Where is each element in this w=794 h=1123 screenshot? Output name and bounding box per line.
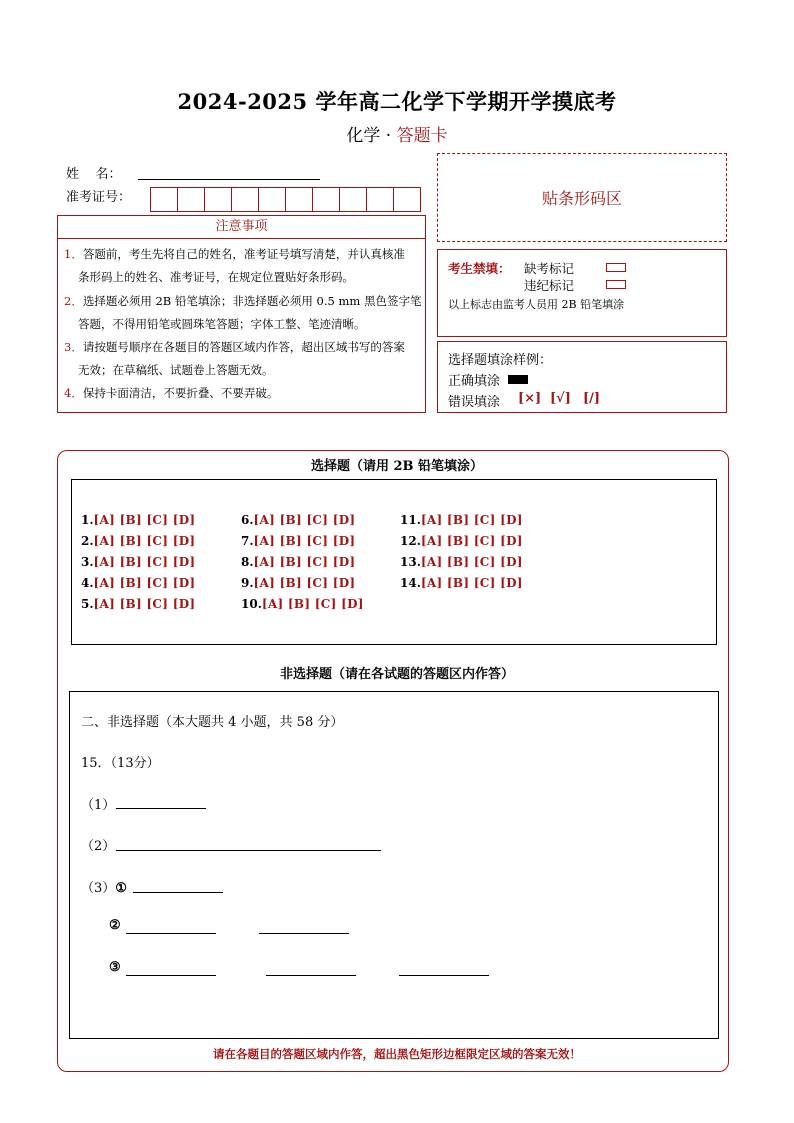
nonchoice-answer-box bbox=[69, 691, 719, 1039]
barcode-label: 贴条形码区 bbox=[541, 189, 622, 208]
staff-note: 以上标志由监考人员用 2B 铅笔填涂 bbox=[448, 298, 625, 311]
fill-sample-box bbox=[437, 341, 727, 413]
absent-mark-box[interactable] bbox=[606, 263, 626, 272]
exam-staff-box bbox=[437, 249, 727, 337]
choice-question[interactable]: 1.[A] [B] [C] [D] bbox=[81, 513, 196, 527]
answer-blank[interactable] bbox=[133, 892, 223, 893]
choice-answer-box bbox=[71, 479, 717, 645]
answer-blank[interactable] bbox=[399, 975, 489, 976]
id-digit-box[interactable] bbox=[150, 187, 178, 212]
choice-question[interactable]: 12.[A] [B] [C] [D] bbox=[400, 534, 523, 548]
page-subtitle bbox=[0, 121, 794, 146]
choice-question[interactable]: 5.[A] [B] [C] [D] bbox=[81, 597, 196, 611]
choice-question[interactable]: 13.[A] [B] [C] [D] bbox=[400, 555, 523, 569]
choice-section-title: 选择题（请用 2B 铅笔填涂） bbox=[310, 459, 484, 474]
part-1-label: （1） bbox=[81, 798, 116, 813]
id-digit-box[interactable] bbox=[177, 187, 205, 212]
choice-question[interactable]: 14.[A] [B] [C] [D] bbox=[400, 576, 523, 590]
choice-question[interactable]: 2.[A] [B] [C] [D] bbox=[81, 534, 196, 548]
choice-question[interactable]: 11.[A] [B] [C] [D] bbox=[400, 513, 523, 527]
notice-item: 2．选择题必须用 2B 铅笔填涂；非选择题必须用 0.5 mm 黑色签字笔 答题，不得用铅笔或圆珠笔答题；字体工整、笔迹清晰。 bbox=[64, 294, 422, 331]
circled-one-icon: ① bbox=[115, 881, 127, 896]
correct-fill-sample bbox=[508, 375, 528, 384]
answer-blank[interactable] bbox=[126, 975, 216, 976]
notice-heading: 注意事项 bbox=[58, 216, 425, 239]
subtitle-separator: · bbox=[385, 126, 392, 146]
violation-mark-box[interactable] bbox=[606, 280, 626, 289]
question-15-heading: 15．（13分） bbox=[81, 756, 160, 771]
notice-box bbox=[57, 215, 426, 413]
id-digit-box[interactable] bbox=[366, 187, 394, 212]
choice-question[interactable]: 3.[A] [B] [C] [D] bbox=[81, 555, 196, 569]
barcode-area bbox=[437, 153, 727, 242]
wrong-mark-x: [×] bbox=[518, 391, 542, 406]
choice-question[interactable]: 4.[A] [B] [C] [D] bbox=[81, 576, 196, 590]
notice-item: 4．保持卡面清洁，不要折叠、不要弄破。 bbox=[64, 386, 279, 400]
part-3-label: （3）① bbox=[81, 881, 127, 896]
answer-blank[interactable] bbox=[126, 933, 216, 934]
choice-question[interactable]: 7.[A] [B] [C] [D] bbox=[241, 534, 356, 548]
wrong-mark-check: [√] bbox=[550, 391, 571, 406]
page-title: 2024-2025 学年高二化学下学期开学摸底考 bbox=[177, 89, 617, 114]
choice-question[interactable]: 6.[A] [B] [C] [D] bbox=[241, 513, 356, 527]
id-digit-box[interactable] bbox=[285, 187, 313, 212]
nonchoice-section-title: 非选择题（请在各试题的答题区内作答） bbox=[279, 667, 514, 682]
choice-question[interactable]: 10.[A] [B] [C] [D] bbox=[241, 597, 364, 611]
footer-warning: 请在各题目的答题区域内作答，超出黑色矩形边框限定区域的答案无效！ bbox=[213, 1047, 581, 1061]
choice-question[interactable]: 8.[A] [B] [C] [D] bbox=[241, 555, 356, 569]
correct-label: 正确填涂 bbox=[448, 374, 501, 389]
part-2-label: （2） bbox=[81, 839, 116, 854]
id-label: 准考证号： bbox=[66, 190, 132, 205]
notice-item: 3．请按题号顺序在各题目的答题区域内作答，超出区域书写的答案 无效；在草稿纸、试题卷上答题无效。 bbox=[64, 340, 405, 377]
answer-blank[interactable] bbox=[116, 850, 381, 851]
answer-blank[interactable] bbox=[259, 933, 349, 934]
section-heading: 二、非选择题（本大题共 4 小题，共 58 分） bbox=[81, 715, 344, 730]
answer-blank[interactable] bbox=[266, 975, 356, 976]
name-label: 姓 名： bbox=[66, 167, 122, 182]
id-digit-box[interactable] bbox=[312, 187, 340, 212]
id-digit-box[interactable] bbox=[339, 187, 367, 212]
id-digit-box[interactable] bbox=[393, 187, 421, 212]
id-digit-box[interactable] bbox=[231, 187, 259, 212]
id-number-boxes[interactable] bbox=[151, 187, 421, 212]
circled-two-icon: ② bbox=[109, 918, 121, 933]
sample-heading: 选择题填涂样例： bbox=[448, 353, 553, 368]
card-label: 答题卡 bbox=[396, 126, 448, 146]
wrong-label: 错误填涂 bbox=[448, 395, 501, 410]
name-field[interactable] bbox=[138, 179, 320, 180]
absent-label: 缺考标记 bbox=[524, 261, 575, 276]
circled-three-icon: ③ bbox=[109, 960, 121, 975]
id-digit-box[interactable] bbox=[204, 187, 232, 212]
forbid-label: 考生禁填： bbox=[448, 261, 511, 276]
id-digit-box[interactable] bbox=[258, 187, 286, 212]
answer-blank[interactable] bbox=[116, 808, 206, 809]
violation-label: 违纪标记 bbox=[524, 278, 575, 293]
notice-item: 1．答题前，考生先将自己的姓名，准考证号填写清楚，并认真核准 条形码上的姓名、准考证号，在规定位置贴好条形码。 bbox=[64, 247, 405, 284]
subject-label: 化学 bbox=[346, 126, 381, 146]
wrong-mark-slash: [/] bbox=[583, 391, 601, 406]
choice-question[interactable]: 9.[A] [B] [C] [D] bbox=[241, 576, 356, 590]
